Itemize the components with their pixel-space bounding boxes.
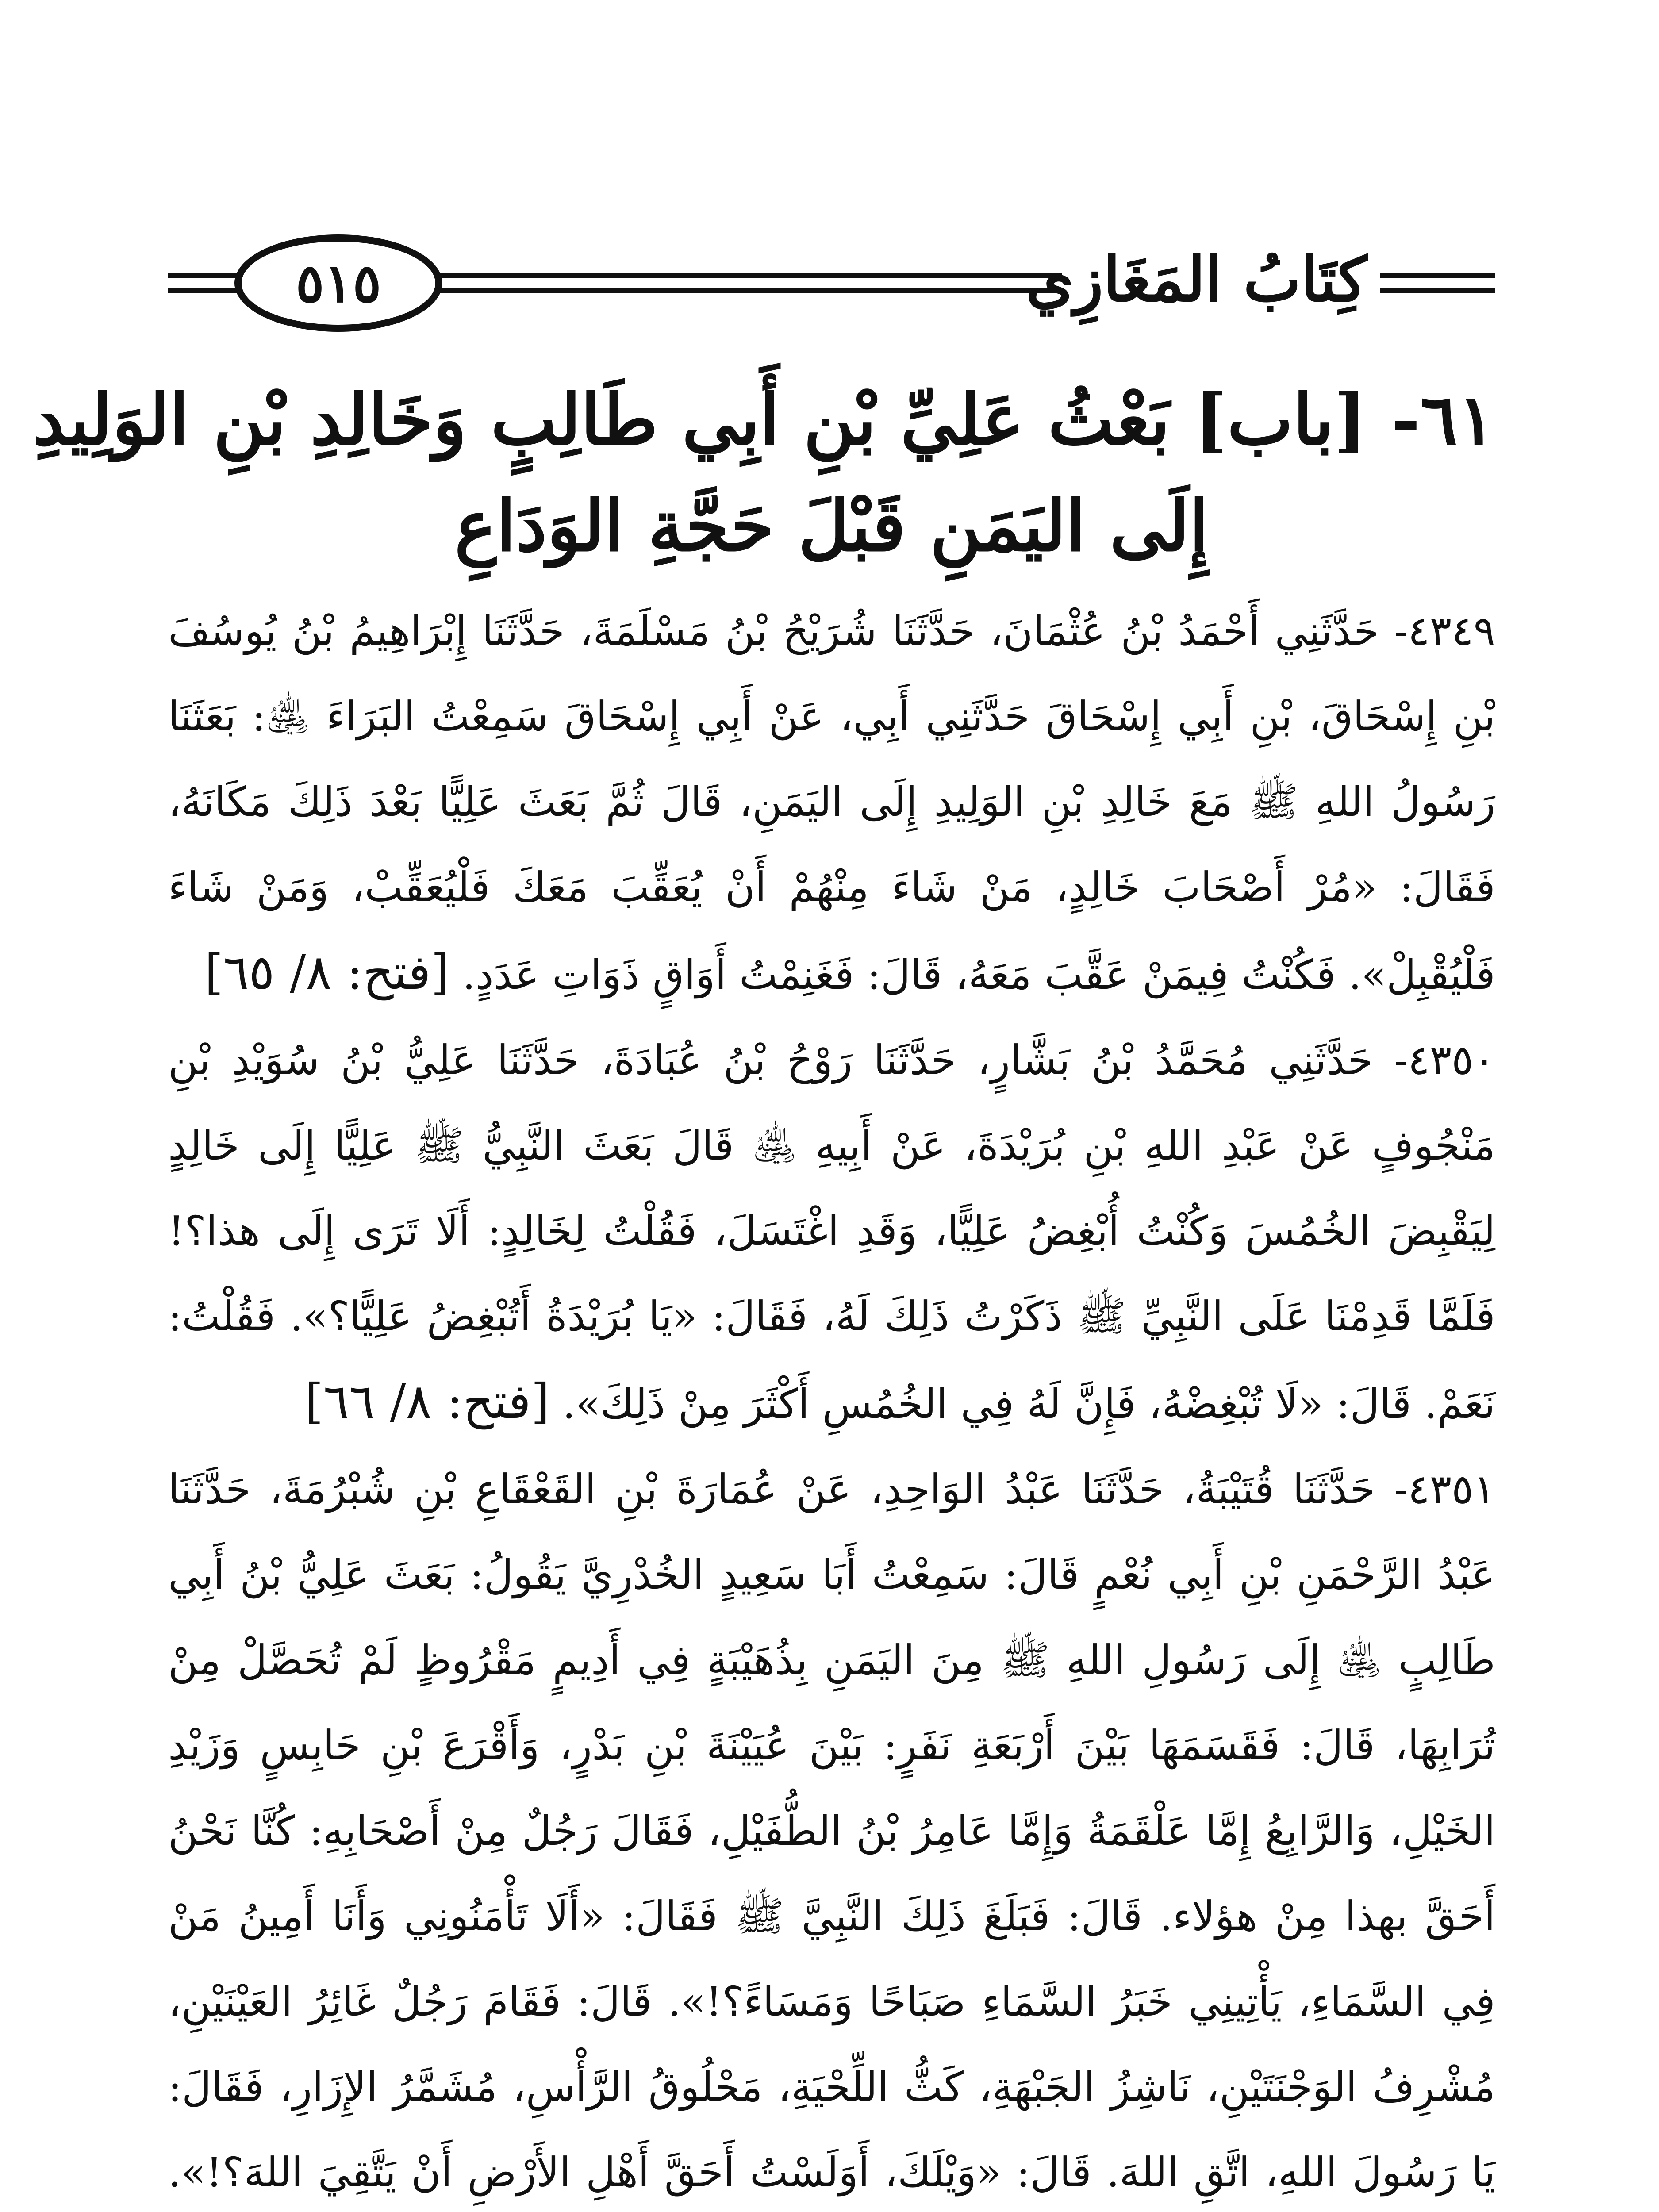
hadith-4349 (168, 588, 1495, 1018)
header-rule-middle (504, 273, 1062, 293)
body-text (168, 588, 1495, 2212)
hadith-number: ٤٣٥٠- (1394, 1037, 1495, 1084)
hadith-number: ٤٣٤٩- (1394, 607, 1496, 655)
hadith-4351 (168, 1447, 1495, 2212)
fath-reference: [فتح: ٨/ ٦٦] (304, 1374, 550, 1429)
header-rule-right (1380, 273, 1495, 293)
chapter-heading-line-2: إِلَى اليَمَنِ قَبْلَ حَجَّةِ الوَدَاعِ (454, 485, 1209, 567)
hadith-text: حَدَّثَنِي مُحَمَّدُ بْنُ بَشَّارٍ، حَدَّثَنَا رَوْحُ بْنُ عُبَادَةَ، حَدَّثَنَا عَلِيُّ بْنُ سُوَيْدِ بْنِ مَنْجُوفٍ عَنْ عَبْدِ اللهِ بْنِ بُرَيْدَةَ، عَنْ أَبِيهِ ﵁ قَالَ بَعَثَ النَّبِيُّ ﷺ عَلِيًّا إِلَى خَالِدٍ لِيَقْبِضَ الخُمُسَ وَكُنْتُ أُبْغِضُ عَلِيًّا، وَقَدِ اغْتَسَلَ، فَقُلْتُ لِخَالِدٍ: أَلَا تَرَى إِلَى هذا؟! فَلَمَّا قَدِمْنَا عَلَى النَّبِيِّ ﷺ ذَكَرْتُ ذَلِكَ لَهُ، فَقَالَ: «يَا بُرَيْدَةُ أَتُبْغِضُ عَلِيًّا؟». فَقُلْتُ: نَعَمْ. قَالَ: «لَا تُبْغِضْهُ، فَإِنَّ لَهُ فِي الخُمُسِ أَكْثَرَ مِنْ ذَلِكَ». (168, 1037, 1495, 1428)
hadith-text: حَدَّثَنَا قُتَيْبَةُ، حَدَّثَنَا عَبْدُ الوَاحِدِ، عَنْ عُمَارَةَ بْنِ القَعْقَاعِ بْنِ شُبْرُمَةَ، حَدَّثَنَا عَبْدُ الرَّحْمَنِ بْنِ أَبِي نُعْمٍ قَالَ: سَمِعْتُ أَبَا سَعِيدٍ الخُدْرِيَّ يَقُولُ: بَعَثَ عَلِيُّ بْنُ أَبِي طَالِبٍ ﵁ إِلَى رَسُولِ اللهِ ﷺ مِنَ اليَمَنِ بِذُهَيْبَةٍ فِي أَدِيمٍ مَقْرُوظٍ لَمْ تُحَصَّلْ مِنْ تُرَابِهَا، قَالَ: فَقَسَمَهَا بَيْنَ أَرْبَعَةِ نَفَرٍ: بَيْنَ عُيَيْنَةَ بْنِ بَدْرٍ، وَأَقْرَعَ بْنِ حَابِسٍ وَزَيْدِ الخَيْلِ، وَالرَّابِعُ إِمَّا عَلْقَمَةُ وَإِمَّا عَامِرُ بْنُ الطُّفَيْلِ، فَقَالَ رَجُلٌ مِنْ أَصْحَابِهِ: كُنَّا نَحْنُ أَحَقَّ بهذا مِنْ هؤلاء. قَالَ: فَبَلَغَ ذَلِكَ النَّبِيَّ ﷺ فَقَالَ: «أَلَا تَأْمَنُونِي وَأَنَا أَمِينُ مَنْ فِي السَّمَاءِ، يَأْتِينِي خَبَرُ السَّمَاءِ صَبَاحًا وَمَسَاءً؟!». قَالَ: فَقَامَ رَجُلٌ غَائِرُ العَيْنَيْنِ، مُشْرِفُ الوَجْنَتَيْنِ، نَاشِزُ الجَبْهَةِ، كَثُّ اللِّحْيَةِ، مَحْلُوقُ الرَّأْسِ، مُشَمَّرُ الإِزَارِ، فَقَالَ: يَا رَسُولَ اللهِ، اتَّقِ اللهَ. قَالَ: «وَيْلَكَ، أَوَلَسْتُ أَحَقَّ أَهْلِ الأَرْضِ أَنْ يَتَّقِيَ اللهَ؟!». (168, 1466, 1496, 2196)
hadith-number: ٤٣٥١- (1394, 1466, 1495, 1513)
page-number-frame (168, 230, 504, 336)
page-number: ٥١٥ (234, 234, 442, 332)
fath-reference: [فتح: ٨/ ٦٥] (204, 945, 450, 1000)
chapter-heading-line-1: ٦١- [باب] بَعْثُ عَلِيِّ بْنِ أَبِي طَالِبٍ وَخَالِدِ بْنِ الوَلِيدِ (33, 379, 1495, 461)
hadith-text: حَدَّثَنِي أَحْمَدُ بْنُ عُثْمَانَ، حَدَّثَنَا شُرَيْحُ بْنُ مَسْلَمَةَ، حَدَّثَنَا إِبْرَاهِيمُ بْنُ يُوسُفَ بْنِ إِسْحَاقَ، بْنِ أَبِي إِسْحَاقَ حَدَّثَنِي أَبِي، عَنْ أَبِي إِسْحَاقَ سَمِعْتُ البَرَاءَ ﵁: بَعَثَنَا رَسُولُ اللهِ ﷺ مَعَ خَالِدِ بْنِ الوَلِيدِ إِلَى اليَمَنِ، قَالَ ثُمَّ بَعَثَ عَلِيًّا بَعْدَ ذَلِكَ مَكَانَهُ، فَقَالَ: «مُرْ أَصْحَابَ خَالِدٍ، مَنْ شَاءَ مِنْهُمْ أَنْ يُعَقِّبَ مَعَكَ فَلْيُعَقِّبْ، وَمَنْ شَاءَ فَلْيُقْبِلْ». فَكُنْتُ فِيمَنْ عَقَّبَ مَعَهُ، قَالَ: فَغَنِمْتُ أَوَاقٍ ذَوَاتِ عَدَدٍ. (168, 607, 1495, 998)
running-header (168, 230, 1495, 336)
book-title: كِتَابُ المَغَازِي (1026, 243, 1367, 315)
hadith-4350 (168, 1018, 1495, 1447)
